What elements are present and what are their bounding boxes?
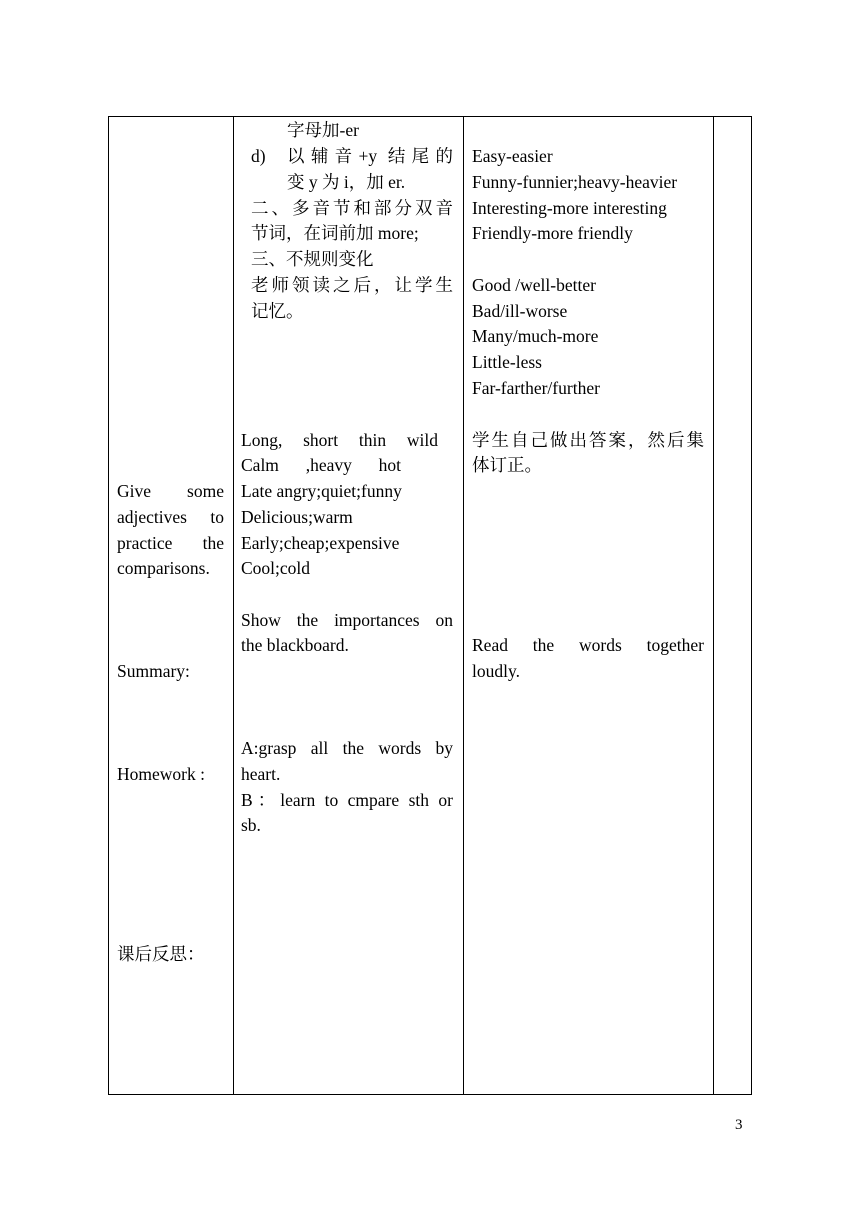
adjective-list: Early;cheap;expensive [241,533,400,553]
summary-label: Summary: [117,661,190,681]
adjective-list: Cool;cold [241,558,311,578]
homework-text: B：learn to cmpare sth or [241,790,453,810]
activity-text: Give some [117,481,224,501]
homework-text: heart. [241,764,281,784]
column-divider [713,117,714,1094]
rule-text: 节词，在词前加 more; [251,223,419,243]
irregular-text: Many/much-more [472,326,599,346]
student-text: 体订正。 [472,455,542,475]
summary-text: Show the importances on [241,610,453,630]
rule-text: 变 y 为 i，加 er. [287,172,406,192]
column-divider [463,117,464,1094]
list-marker: d) [251,146,266,166]
rule-text: 以辅音+y 结尾的 [287,146,453,166]
irregular-text: Bad/ill-worse [472,301,568,321]
lesson-plan-table [108,116,752,1095]
read-text: Read the words together [472,635,704,655]
irregular-text: Far-farther/further [472,378,600,398]
teacher-text: 记忆。 [251,301,304,321]
example-text: Easy-easier [472,146,553,166]
rule-text: 二、多音节和部分双音 [251,198,453,218]
example-text: Interesting-more interesting [472,198,667,218]
activity-text: comparisons. [117,558,210,578]
example-text: Funny-funnier;heavy-heavier [472,172,678,192]
column-divider [233,117,234,1094]
read-text: loudly. [472,661,520,681]
student-text: 学生自己做出答案，然后集 [472,430,704,450]
homework-text: sb. [241,815,261,835]
homework-label: Homework : [117,764,205,784]
example-text: Friendly-more friendly [472,223,633,243]
rule-text: 字母加-er [287,120,359,140]
irregular-text: Little-less [472,352,542,372]
reflection-label: 课后反思： [117,944,205,964]
adjective-list: Delicious;warm [241,507,353,527]
homework-text: A:grasp all the words by [241,738,453,758]
adjective-list: Calm ,heavy hot [241,455,401,475]
activity-text: adjectives to [117,507,224,527]
adjective-list: Long, short thin wild [241,430,438,450]
rule-text: 三、不规则变化 [251,249,374,269]
activity-text: practice the [117,533,224,553]
summary-text: the blackboard. [241,635,349,655]
page-number: 3 [735,1117,743,1133]
teacher-text: 老师领读之后，让学生 [251,275,453,295]
adjective-list: Late angry;quiet;funny [241,481,402,501]
irregular-text: Good /well-better [472,275,596,295]
